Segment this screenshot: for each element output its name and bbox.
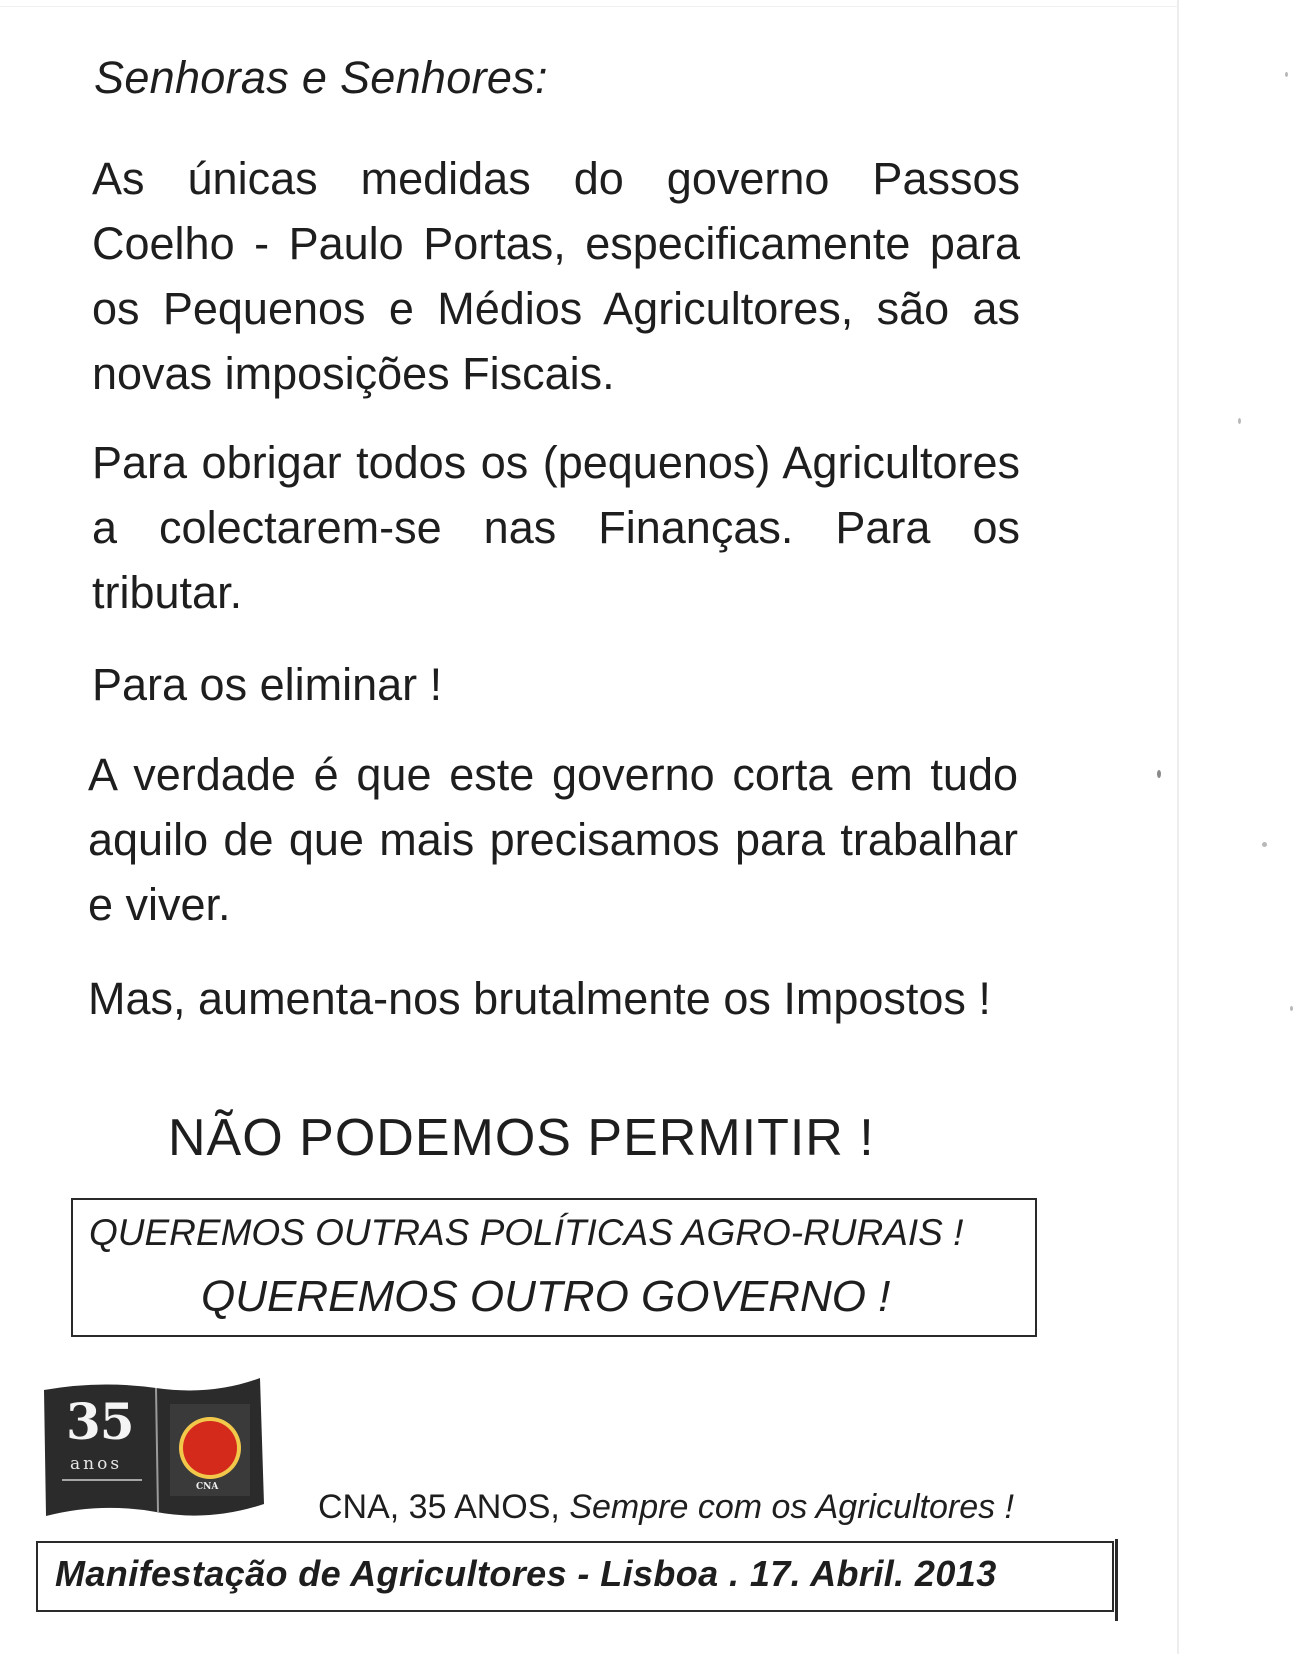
demand-government: QUEREMOS OUTRO GOVERNO ! bbox=[201, 1272, 891, 1321]
paragraph-register-finances: Para obrigar todos os (pequenos) Agricultores a colectarem-se nas Finanças. Para os tributar. bbox=[92, 437, 1020, 618]
salutation: Senhoras e Senhores: bbox=[94, 52, 548, 103]
headline-shout: NÃO PODEMOS PERMITIR ! bbox=[168, 1109, 875, 1167]
scan-speck bbox=[1238, 418, 1241, 424]
tagline-italic: Sempre com os Agricultores ! bbox=[569, 1488, 1015, 1526]
scan-speck bbox=[1290, 1006, 1293, 1011]
paragraph-taxes: Mas, aumenta-nos brutalmente os Impostos ! bbox=[88, 973, 991, 1024]
scan-top-edge bbox=[0, 6, 1178, 7]
paragraph-eliminate: Para os eliminar ! bbox=[92, 659, 443, 710]
event-box bbox=[36, 1541, 1114, 1612]
emblem-sun-icon bbox=[183, 1421, 237, 1475]
tagline-plain: CNA, 35 ANOS, bbox=[318, 1488, 570, 1526]
demands-box bbox=[71, 1198, 1037, 1337]
scan-speck bbox=[1157, 770, 1161, 778]
logo-years: anos bbox=[70, 1454, 123, 1474]
scan-page-edge bbox=[1177, 0, 1179, 1654]
event-title: Manifestação de Agricultores - Lisboa . 17. Abril. 2013 bbox=[55, 1553, 997, 1594]
scan-speck bbox=[1285, 72, 1288, 77]
paragraph-government-cuts: A verdade é que este governo corta em tudo aquilo de que mais precisamos para trabalhar e viver. bbox=[88, 749, 1018, 930]
scan-speck bbox=[1262, 842, 1267, 847]
cna-35-anos-logo bbox=[42, 1376, 268, 1524]
paragraph-fiscal-measures: As únicas medidas do governo Passos Coelho - Paulo Portas, especificamente para os Pequenos e Médios Agricultores, são as novas imposições Fiscais. bbox=[92, 153, 1020, 399]
demand-policies: QUEREMOS OUTRAS POLÍTICAS AGRO-RURAIS ! bbox=[89, 1212, 964, 1253]
logo-number: 35 bbox=[66, 1392, 134, 1451]
logo-org: CNA bbox=[196, 1482, 219, 1492]
tagline bbox=[318, 1488, 1014, 1527]
